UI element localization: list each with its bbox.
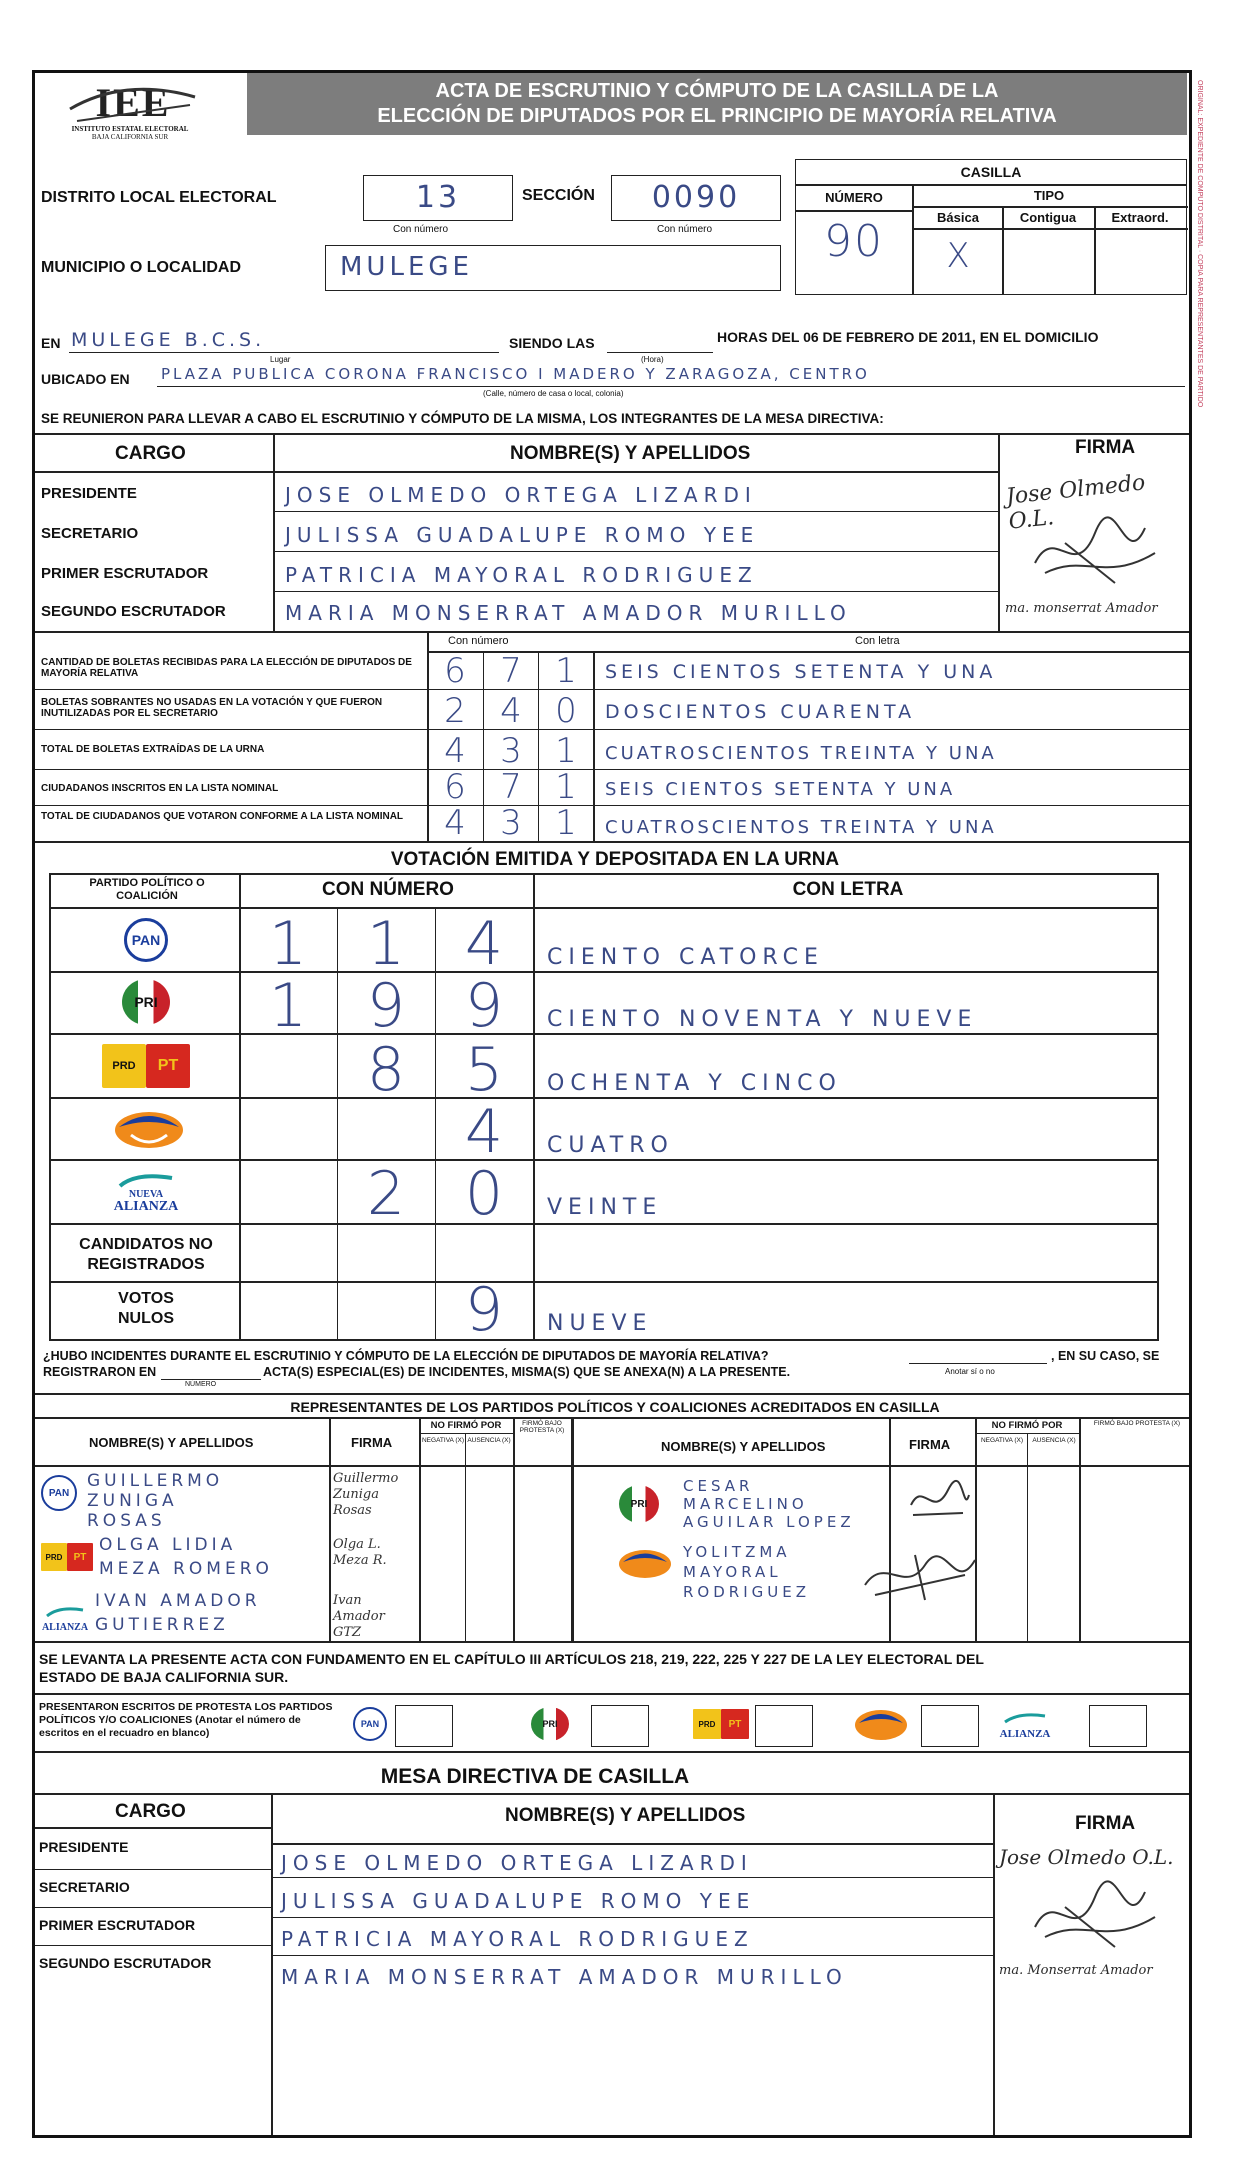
reps-left-nombre-header: NOMBRE(S) Y APELLIDOS xyxy=(89,1435,254,1450)
mesa-bottom-table xyxy=(35,1793,1192,2133)
rep-left-1-l3[interactable]: ROSAS xyxy=(87,1511,166,1531)
hora-hint: (Hora) xyxy=(641,355,664,364)
vote-prdpt-d2[interactable]: 8 xyxy=(366,1035,406,1105)
count-label-1: CANTIDAD DE BOLETAS RECIBIDAS PARA LA ELECCIÓN DE DIPUTADOS DE MAYORÍA RELATIVA xyxy=(41,657,412,679)
pri-logo-label: PRI xyxy=(122,979,170,1025)
protesta-prdpt-box[interactable] xyxy=(755,1705,813,1747)
candidatos-no-registrados: CANDIDATOS NO REGISTRADOS xyxy=(79,1236,213,1273)
numero-label: NÚMERO xyxy=(825,190,883,205)
legal-line1: SE LEVANTA LA PRESENTE ACTA CON FUNDAMENTO EN EL CAPÍTULO III ARTÍCULOS 218, 219, 222, 225 Y 227 DE LA LEY ELECTORAL DEL xyxy=(39,1651,984,1667)
vote-na-letra[interactable]: VEINTE xyxy=(547,1195,663,1220)
mesa-bottom-cargo-4: SEGUNDO ESCRUTADOR xyxy=(39,1955,212,1971)
horas-text: HORAS DEL 06 DE FEBRERO DE 2011, EN EL DOMICILIO xyxy=(717,329,1099,345)
vote-pri-letra[interactable]: CIENTO NOVENTA Y NUEVE xyxy=(547,1007,978,1032)
contigua-label: Contigua xyxy=(1019,210,1077,225)
rep-left-2-l1[interactable]: OLGA LIDIA xyxy=(99,1535,237,1555)
extraord-label: Extraord. xyxy=(1111,210,1169,225)
reps-left-negativa: NEGATIVA (X) xyxy=(421,1437,464,1444)
mesa-top-nombre-2[interactable]: JULISSA GUADALUPE ROMO YEE xyxy=(285,523,760,547)
vote-conv-letra[interactable]: CUATRO xyxy=(547,1133,674,1158)
mesa-bottom-nombre-2[interactable]: JULISSA GUADALUPE ROMO YEE xyxy=(281,1889,756,1913)
counts-letra-header: Con letra xyxy=(855,635,900,647)
counts-numero-header: Con número xyxy=(448,635,509,647)
vote-na-d3[interactable]: 0 xyxy=(464,1159,504,1229)
mesa-bottom-firma-header: FIRMA xyxy=(1075,1813,1136,1834)
basica-label: Básica xyxy=(937,210,979,225)
rep-right-2-signature-icon xyxy=(855,1545,985,1605)
count-2-d2[interactable]: 4 xyxy=(500,691,522,731)
incidents-en-su-caso: , EN SU CASO, SE xyxy=(1051,1349,1160,1363)
alianza-label: ALIANZA xyxy=(113,1199,179,1214)
pan-logo xyxy=(111,913,181,967)
reps-right-no-firmo: NO FIRMÓ POR xyxy=(991,1420,1063,1431)
count-5-d3[interactable]: 1 xyxy=(555,803,577,843)
votes-title: VOTACIÓN EMITIDA Y DEPOSITADA EN LA URNA xyxy=(390,849,840,870)
count-label-4: CIUDADANOS INSCRITOS EN LA LISTA NOMINAL xyxy=(41,783,279,794)
rep-left-1-signature: Guillermo Zuniga Rosas xyxy=(333,1471,399,1518)
rep-na-swoosh-icon xyxy=(45,1606,85,1618)
nueva-label: NUEVA xyxy=(128,1189,164,1200)
seccion-label: SECCIÓN xyxy=(522,187,595,204)
count-3-d3[interactable]: 1 xyxy=(555,731,577,771)
incidents-line1: ¿HUBO INCIDENTES DURANTE EL ESCRUTINIO Y CÓMPUTO DE LA ELECCIÓN DE DIPUTADOS DE MAYORÍA RELATIVA? xyxy=(43,1349,769,1363)
title-line-1: ACTA DE ESCRUTINIO Y CÓMPUTO DE LA CASILLA DE LA xyxy=(435,80,999,102)
count-1-d2[interactable]: 7 xyxy=(500,651,522,691)
distrito-field[interactable] xyxy=(363,175,513,221)
vote-nulos-letra[interactable]: NUEVE xyxy=(547,1311,653,1336)
vote-pan-letra[interactable]: CIENTO CATORCE xyxy=(547,945,824,970)
incidents-anotar: Anotar sí o no xyxy=(945,1367,995,1376)
incidents-numero: NÚMERO xyxy=(185,1381,217,1388)
mesa-top-cargo-2: SECRETARIO xyxy=(41,525,139,542)
vote-nulos-d3[interactable]: 9 xyxy=(464,1275,504,1345)
votes-letra-header: CON LETRA xyxy=(792,879,904,900)
ubicado-value[interactable]: PLAZA PUBLICA CORONA FRANCISCO I MADERO Y ZARAGOZA, CENTRO xyxy=(161,365,870,383)
reps-right-firmo-bajo: FIRMÓ BAJO PROTESTA (X) xyxy=(1093,1420,1181,1427)
mesa-bottom-nombre-header: NOMBRE(S) Y APELLIDOS xyxy=(505,1805,746,1826)
count-1-d3[interactable]: 1 xyxy=(555,651,577,691)
cargo-header: CARGO xyxy=(115,443,186,464)
seccion-hint: Con número xyxy=(657,224,713,235)
count-4-d3[interactable]: 1 xyxy=(555,767,577,807)
rep-pri-logo: PRI xyxy=(619,1485,659,1523)
legal-line2: ESTADO DE BAJA CALIFORNIA SUR. xyxy=(39,1669,289,1685)
vote-pri-d3[interactable]: 9 xyxy=(464,971,504,1041)
mesa-top-cargo-4: SEGUNDO ESCRUTADOR xyxy=(41,603,226,620)
ubicado-label: UBICADO EN xyxy=(41,371,130,387)
protesta-text: PRESENTARON ESCRITOS DE PROTESTA LOS PARTIDOS POLÍTICOS Y/O COALICIONES (Anotar el número de escritos en el recuadro en blanco) xyxy=(39,1701,333,1739)
mesa-bottom-signature-1: Jose Olmedo O.L. xyxy=(999,1845,1174,1869)
mesa-bottom-nombre-4[interactable]: MARIA MONSERRAT AMADOR MURILLO xyxy=(281,1965,848,1989)
institute-state: BAJA CALIFORNIA SUR xyxy=(91,133,169,141)
mesa-top-cargo-1: PRESIDENTE xyxy=(41,485,137,502)
convergencia-logo-icon xyxy=(111,1105,187,1155)
count-2-d3[interactable]: 0 xyxy=(555,691,577,731)
votos-nulos: VOTOS NULOS xyxy=(118,1290,174,1327)
mesa-bottom-title: MESA DIRECTIVA DE CASILLA xyxy=(380,1765,690,1788)
incidents-line2a: REGISTRARON EN xyxy=(43,1365,157,1379)
calle-hint: (Calle, número de casa o local, colonia) xyxy=(483,389,624,398)
rep-pt-label: PT xyxy=(67,1543,93,1571)
counts-table xyxy=(35,633,1192,843)
mesa-bottom-cargo-1: PRESIDENTE xyxy=(39,1839,129,1855)
count-3-d2[interactable]: 3 xyxy=(500,731,522,771)
reps-right-nombre-header: NOMBRE(S) Y APELLIDOS xyxy=(661,1439,826,1454)
protesta-na-box[interactable] xyxy=(1089,1705,1147,1747)
rep-right-1-l2[interactable]: MARCELINO xyxy=(683,1495,808,1513)
vote-pri-d2[interactable]: 9 xyxy=(366,971,406,1041)
protesta-na-swoosh-icon xyxy=(1003,1712,1047,1724)
seccion-value: 0090 xyxy=(651,180,741,215)
vote-pan-d2[interactable]: 1 xyxy=(366,909,406,979)
protesta-na-logo xyxy=(993,1711,1057,1740)
rep-right-2-l3[interactable]: RODRIGUEZ xyxy=(683,1583,810,1601)
vote-prdpt-d3[interactable]: 5 xyxy=(464,1035,504,1105)
mesa-bottom-nombre-3[interactable]: PATRICIA MAYORAL RODRIGUEZ xyxy=(281,1927,754,1951)
votes-party-header: PARTIDO POLÍTICO O COALICIÓN xyxy=(89,877,205,902)
rep-pan-logo: PAN xyxy=(41,1475,77,1511)
count-3-letra[interactable]: CUATROSCIENTOS TREINTA Y UNA xyxy=(605,743,997,764)
rep-right-1-l1[interactable]: CESAR xyxy=(683,1477,754,1495)
casilla-box xyxy=(795,159,1187,295)
rep-right-2-l1[interactable]: YOLITZMA xyxy=(683,1543,791,1561)
protesta-prd-label: PRD xyxy=(693,1709,721,1739)
protesta-row xyxy=(35,1693,1192,1753)
mesa-bottom-nombre-1[interactable]: JOSE OLMEDO ORTEGA LIZARDI xyxy=(281,1851,753,1875)
votes-numero-header: CON NÚMERO xyxy=(322,879,454,900)
protesta-pt-label: PT xyxy=(721,1709,749,1739)
vote-conv-d3[interactable]: 4 xyxy=(464,1097,504,1167)
pan-logo-label: PAN xyxy=(124,918,168,962)
rep-left-3-l2[interactable]: GUTIERREZ xyxy=(95,1615,229,1635)
rep-prd-label: PRD xyxy=(41,1543,67,1571)
count-5-d1[interactable]: 4 xyxy=(444,803,466,843)
pt-logo-label: PT xyxy=(146,1044,190,1088)
distrito-label: DISTRITO LOCAL ELECTORAL xyxy=(41,189,277,206)
protesta-pan-box[interactable] xyxy=(395,1705,453,1747)
logo-swoosh-icon xyxy=(65,83,200,127)
casilla-label: CASILLA xyxy=(960,164,1022,180)
reps-table xyxy=(35,1393,1192,1643)
mesa-bottom-signature-4: ma. Monserrat Amador xyxy=(999,1963,1153,1978)
mesa-top-signature-4: ma. monserrat Amador xyxy=(1005,601,1158,616)
reps-right-ausencia: AUSENCIA (X) xyxy=(1032,1437,1076,1444)
acta-sheet xyxy=(32,70,1192,2138)
mesa-top-cargo-3: PRIMER ESCRUTADOR xyxy=(41,565,209,582)
reps-left-ausencia: AUSENCIA (X) xyxy=(467,1437,511,1444)
vote-prdpt-letra[interactable]: OCHENTA Y CINCO xyxy=(547,1071,842,1096)
distrito-hint: Con número xyxy=(393,224,449,235)
mesa-top-nombre-4[interactable]: MARIA MONSERRAT AMADOR MURILLO xyxy=(285,601,852,625)
count-2-letra[interactable]: DOSCIENTOS CUARENTA xyxy=(605,701,916,723)
protesta-convergencia-box[interactable] xyxy=(921,1705,979,1747)
rep-na-logo xyxy=(39,1605,91,1633)
votes-table xyxy=(49,873,1159,1345)
vote-pan-d3[interactable]: 4 xyxy=(464,909,504,979)
institute-name: INSTITUTO ESTATAL ELECTORAL xyxy=(71,125,189,133)
casilla-numero: 90 xyxy=(824,216,884,267)
count-5-letra[interactable]: CUATROSCIENTOS TREINTA Y UNA xyxy=(605,817,997,838)
firma-header: FIRMA xyxy=(1075,437,1136,458)
basica-checkbox[interactable]: X xyxy=(946,236,970,276)
count-label-2: BOLETAS SOBRANTES NO USADAS EN LA VOTACIÓN Y QUE FUERON INUTILIZADAS POR EL SECRETARIO xyxy=(41,697,383,719)
distrito-value: 13 xyxy=(415,180,461,215)
municipio-field[interactable] xyxy=(325,245,781,291)
incidents-line2b: ACTA(S) ESPECIAL(ES) DE INCIDENTES, MISMA(S) QUE SE ANEXA(N) A LA PRESENTE. xyxy=(263,1365,791,1379)
mesa-top-nombre-3[interactable]: PATRICIA MAYORAL RODRIGUEZ xyxy=(285,563,758,587)
title-banner xyxy=(247,73,1187,135)
protesta-pri-logo: PRI xyxy=(531,1707,569,1741)
vote-pri-d1[interactable]: 1 xyxy=(268,971,308,1041)
municipio-label: MUNICIPIO O LOCALIDAD xyxy=(41,259,241,276)
count-4-letra[interactable]: SEIS CIENTOS SETENTA Y UNA xyxy=(605,779,956,800)
mesa-bottom-cargo-3: PRIMER ESCRUTADOR xyxy=(39,1917,196,1933)
prd-logo-label: PRD xyxy=(102,1044,146,1088)
nombre-header: NOMBRE(S) Y APELLIDOS xyxy=(510,443,751,464)
mesa-top-nombre-1[interactable]: JOSE OLMEDO ORTEGA LIZARDI xyxy=(285,483,757,507)
rep-left-3-signature: Ivan Amador GTZ xyxy=(333,1593,385,1640)
count-1-letra[interactable]: SEIS CIENTOS SETENTA Y UNA xyxy=(605,661,997,683)
count-label-5: TOTAL DE CIUDADANOS QUE VOTARON CONFORME A LA LISTA NOMINAL xyxy=(41,811,404,822)
protesta-pan-logo: PAN xyxy=(353,1707,387,1741)
vote-na-d2[interactable]: 2 xyxy=(366,1159,406,1229)
mesa-top-signature-1: Jose Olmedo O.L. xyxy=(1004,470,1147,535)
count-label-3: TOTAL DE BOLETAS EXTRAÍDAS DE LA URNA xyxy=(41,744,265,755)
reps-left-firmo-bajo: FIRMÓ BAJO PROTESTA (X) xyxy=(519,1420,565,1434)
rep-right-1-signature-icon xyxy=(903,1475,973,1525)
reps-right-firma-header: FIRMA xyxy=(909,1437,951,1452)
mesa-bottom-cargo-header: CARGO xyxy=(115,1801,186,1822)
protesta-pri-box[interactable] xyxy=(591,1705,649,1747)
rep-prd-pt-logo xyxy=(41,1543,93,1571)
rep-right-2-l2[interactable]: MAYORAL xyxy=(683,1563,782,1581)
siendo-label: SIENDO LAS xyxy=(509,335,595,351)
rep-left-1-l1[interactable]: GUILLERMO xyxy=(87,1471,224,1491)
margin-note: ORIGINAL: EXPEDIENTE DE CÓMPUTO DISTRITAL · COPIA PARA REPRESENTANTES DE PARTIDO xyxy=(1196,80,1203,408)
rep-convergencia-logo-icon xyxy=(617,1545,673,1583)
count-5-d2[interactable]: 3 xyxy=(500,803,522,843)
iee-logo xyxy=(55,79,205,141)
reps-title: REPRESENTANTES DE LOS PARTIDOS POLÍTICOS Y COALICIONES ACREDITADOS EN CASILLA xyxy=(290,1399,940,1415)
reps-left-no-firmo: NO FIRMÓ POR xyxy=(430,1420,502,1431)
en-label: EN xyxy=(41,335,61,351)
rep-left-2-l2[interactable]: MEZA ROMERO xyxy=(99,1559,273,1579)
reps-left-firma-header: FIRMA xyxy=(351,1435,393,1450)
signature-scribble-icon xyxy=(1025,513,1165,593)
rep-right-1-l3[interactable]: AGUILAR LOPEZ xyxy=(683,1513,855,1531)
vote-pan-d1[interactable]: 1 xyxy=(268,909,308,979)
rep-na-label: ALIANZA xyxy=(41,1622,89,1633)
reunieron-text: SE REUNIERON PARA LLEVAR A CABO EL ESCRUTINIO Y CÓMPUTO DE LA MISMA, LOS INTEGRANTES DE LA MESA DIRECTIVA: xyxy=(41,411,884,426)
protesta-na-label: ALIANZA xyxy=(999,1728,1051,1740)
prd-pt-logo xyxy=(101,1039,191,1093)
reps-right-negativa: NEGATIVA (X) xyxy=(980,1437,1023,1444)
mesa-bottom-cargo-2: SECRETARIO xyxy=(39,1879,130,1895)
protesta-convergencia-logo-icon xyxy=(853,1705,909,1745)
tipo-label: TIPO xyxy=(1033,188,1065,203)
count-3-d1[interactable]: 4 xyxy=(444,731,466,771)
mesa-bottom-scribble-icon xyxy=(1025,1877,1165,1957)
protesta-prd-pt-logo xyxy=(693,1709,749,1739)
count-2-d1[interactable]: 2 xyxy=(444,691,466,731)
logo-wordmark: IEE xyxy=(95,80,171,125)
count-4-d2[interactable]: 7 xyxy=(500,767,522,807)
count-1-d1[interactable]: 6 xyxy=(444,651,466,691)
lugar-hint: Lugar xyxy=(270,355,291,364)
count-4-d1[interactable]: 6 xyxy=(444,767,466,807)
pri-logo xyxy=(111,975,181,1029)
municipio-value: MULEGE xyxy=(340,252,473,282)
rep-left-2-signature: Olga L. Meza R. xyxy=(333,1537,387,1568)
rep-left-1-l2[interactable]: ZUNIGA xyxy=(87,1491,178,1511)
rep-left-3-l1[interactable]: IVAN AMADOR xyxy=(95,1591,261,1611)
nueva-alianza-swoosh-icon xyxy=(116,1170,176,1190)
seccion-field[interactable] xyxy=(611,175,781,221)
nueva-alianza-logo xyxy=(91,1165,201,1219)
title-line-2: ELECCIÓN DE DIPUTADOS POR EL PRINCIPIO DE MAYORÍA RELATIVA xyxy=(377,105,1057,127)
mesa-top-table xyxy=(35,433,1192,633)
en-value[interactable]: MULEGE B.C.S. xyxy=(71,329,266,351)
